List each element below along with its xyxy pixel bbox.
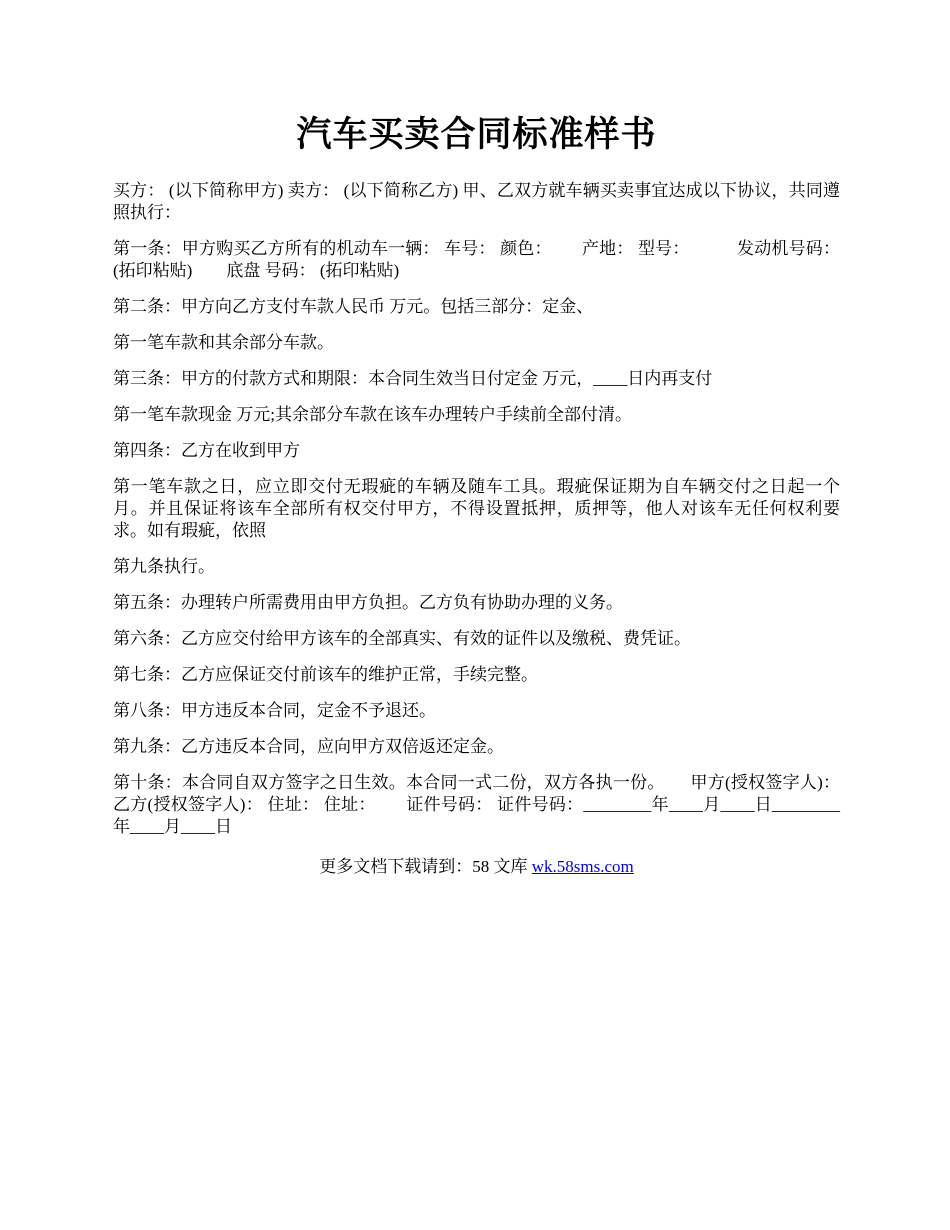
clause-2-continued: 第一笔车款和其余部分车款。 — [113, 333, 334, 352]
clause-4-reference: 第九条执行。 — [113, 557, 215, 576]
clause-3: 第三条：甲方的付款方式和期限：本合同生效当日付定金 万元，____日内再支付 — [113, 369, 713, 388]
clause-1: 第一条：甲方购买乙方所有的机动车一辆： 车号： 颜色： 产地： 型号： 发动机号码： (拓印粘贴) 底盘 号码： (拓印粘贴) — [113, 239, 840, 280]
clause-3-continued: 第一笔车款现金 万元;其余部分车款在该车办理转户手续前全部付清。 — [113, 405, 632, 424]
clause-2: 第二条：甲方向乙方支付车款人民币 万元。包括三部分：定金、 — [113, 297, 594, 316]
clause-6: 第六条：乙方应交付给甲方该车的全部真实、有效的证件以及缴税、费凭证。 — [113, 629, 691, 648]
clause-8: 第八条：甲方违反本合同，定金不予退还。 — [113, 701, 436, 720]
clause-4-continued: 第一笔车款之日，应立即交付无瑕疵的车辆及随车工具。瑕疵保证期为自车辆交付之日起一个月。并且保证将该车全部所有权交付甲方，不得设置抵押，质押等，他人对该车无任何权利要求。如有瑕疵，依照 — [113, 477, 840, 540]
clause-5: 第五条：办理转户所需费用由甲方负担。乙方负有协助办理的义务。 — [113, 593, 623, 612]
clause-7: 第七条：乙方应保证交付前该车的维护正常，手续完整。 — [113, 665, 538, 684]
contract-intro: 买方： (以下简称甲方) 卖方： (以下简称乙方) 甲、乙双方就车辆买卖事宜达成以下协议，共同遵照执行： — [113, 181, 840, 222]
clause-9: 第九条：乙方违反本合同，应向甲方双倍返还定金。 — [113, 737, 504, 756]
footer-text: 更多文档下载请到：58 文库 — [319, 857, 532, 876]
clause-4: 第四条：乙方在收到甲方 — [113, 441, 300, 460]
clause-10-signatures: 第十条：本合同自双方签字之日生效。本合同一式二份，双方各执一份。 甲方(授权签字人)： 乙方(授权签字人)： 住址： 住址： 证件号码： 证件号码：________年____月____日________年____月____日 — [113, 773, 840, 836]
document-title: 汽车买卖合同标准样书 — [296, 115, 657, 154]
footer-download-note — [113, 856, 840, 878]
document-page — [113, 112, 840, 878]
footer-link[interactable]: wk.58sms.com — [531, 857, 634, 876]
